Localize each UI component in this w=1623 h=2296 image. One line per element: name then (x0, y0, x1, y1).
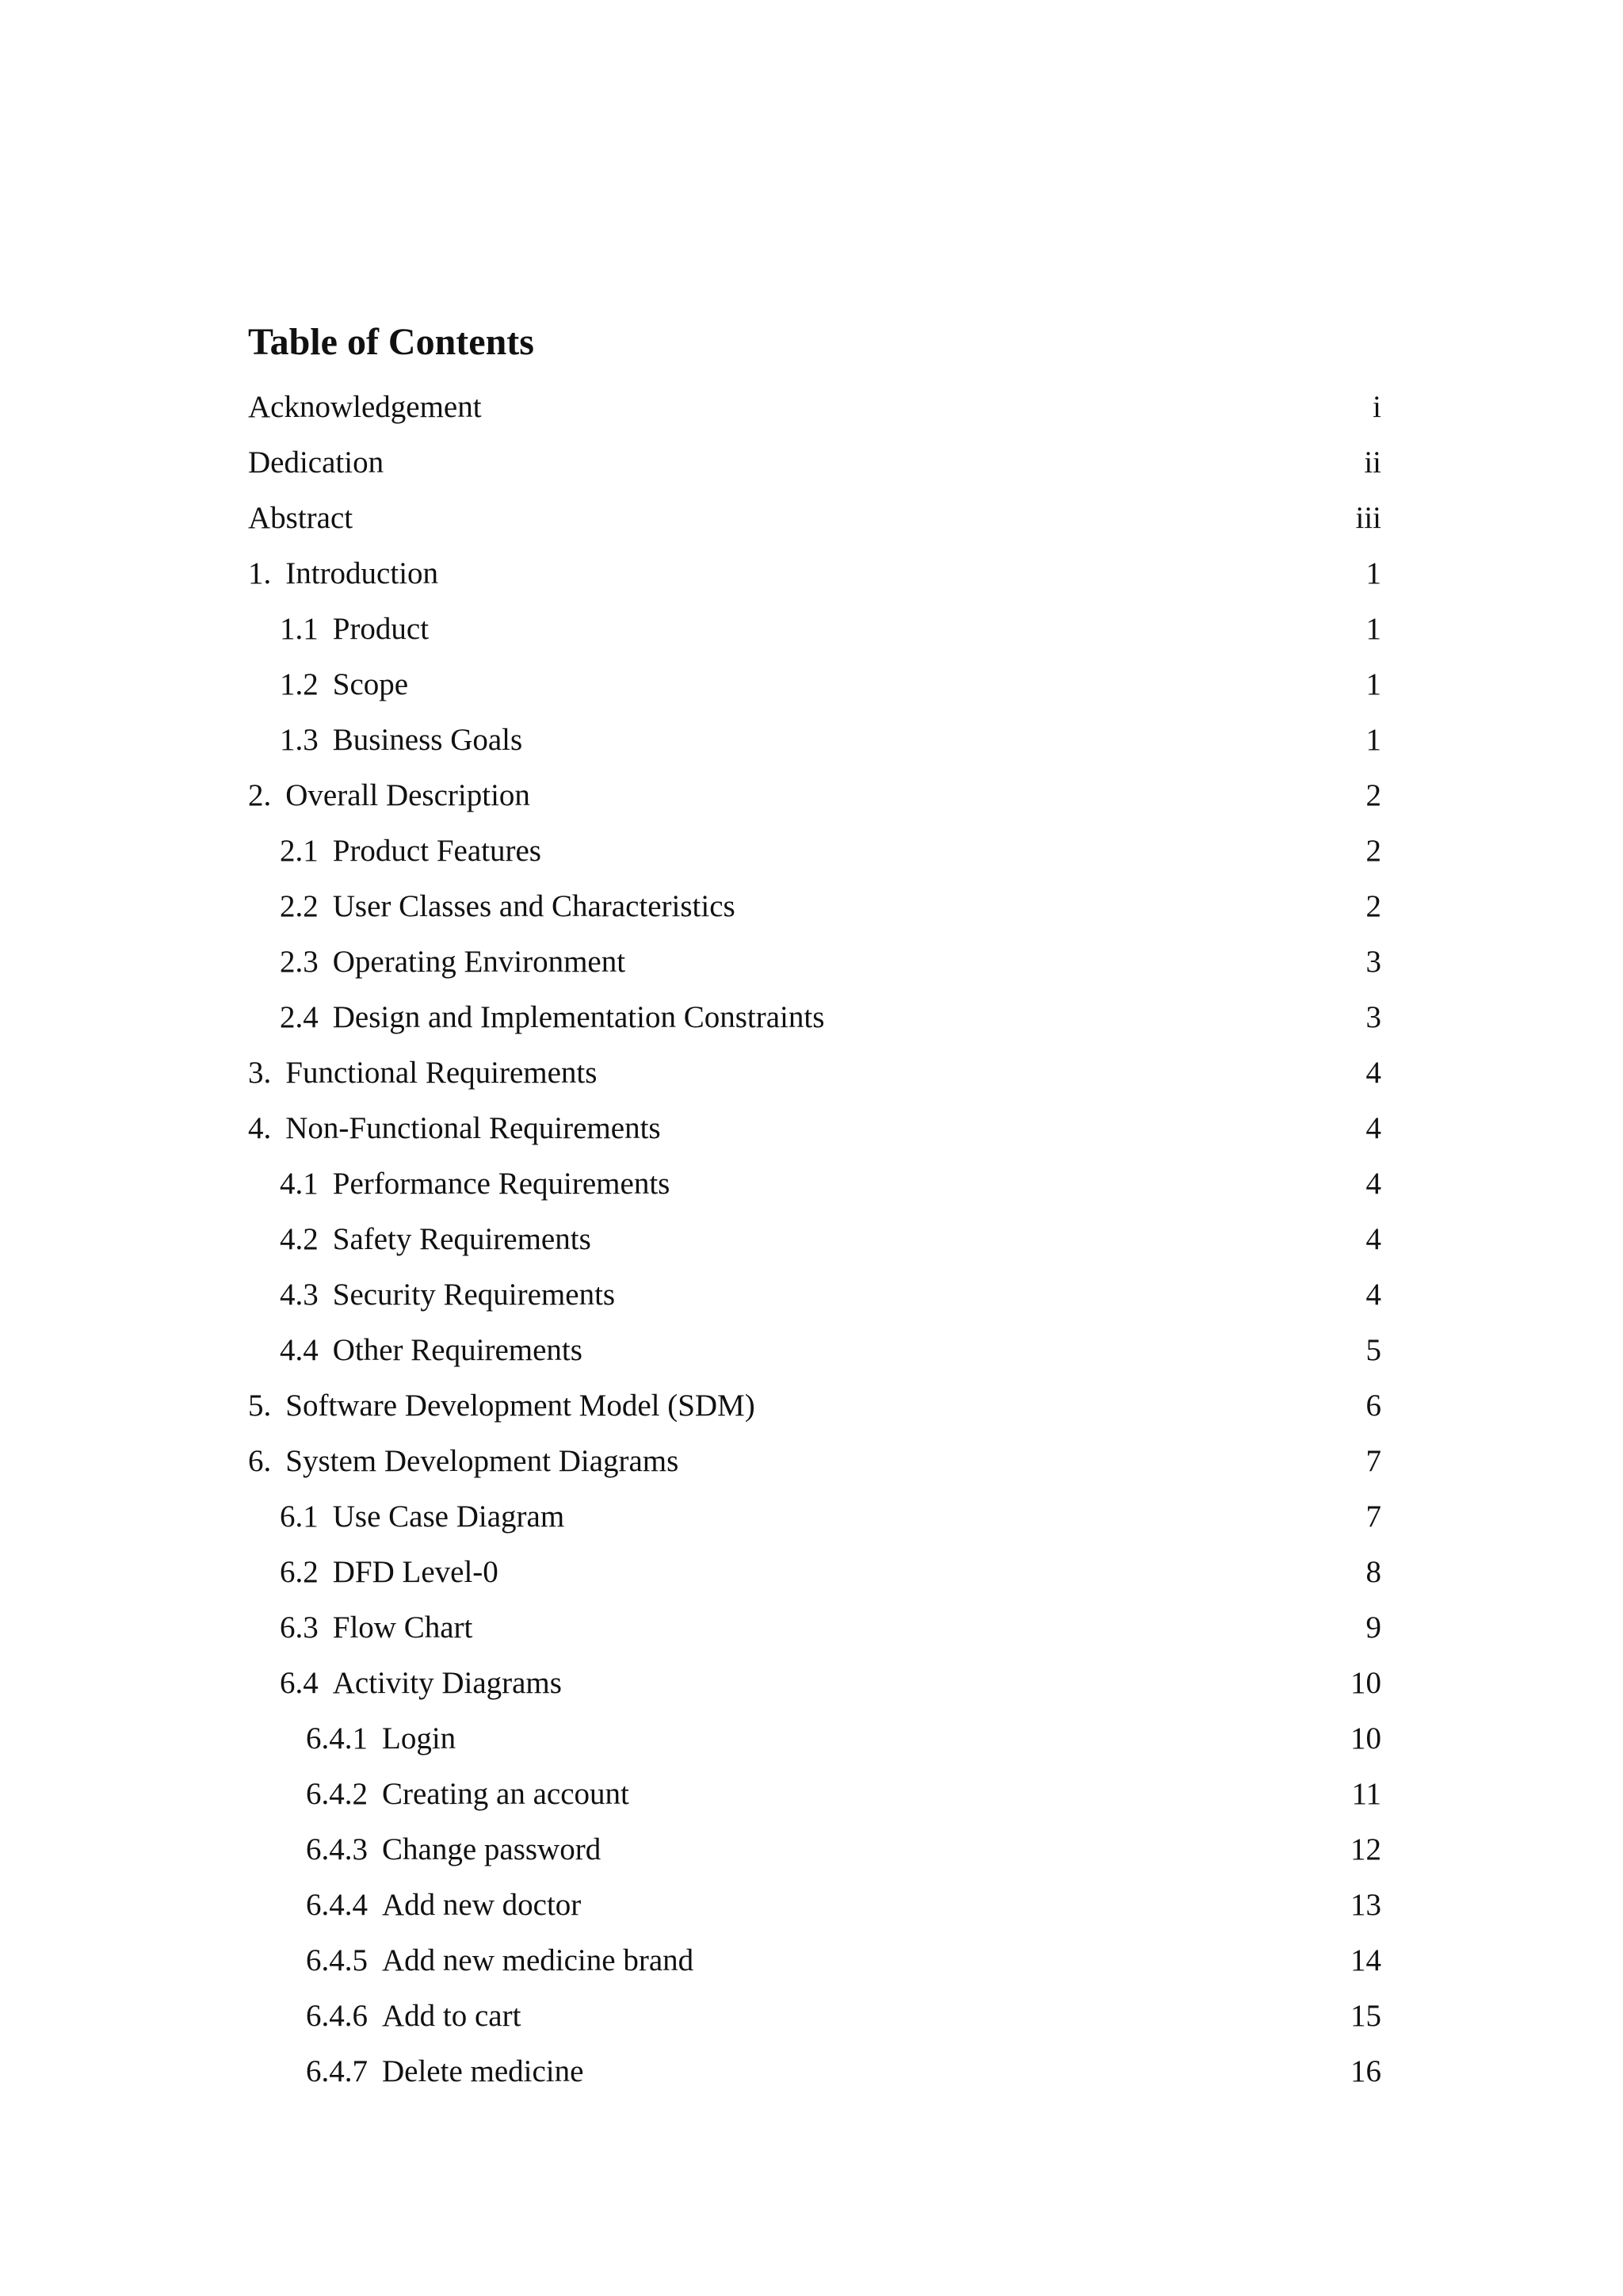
toc-entry-page-number: 4 (1365, 1056, 1381, 1090)
toc-entry-page-number: i (1373, 390, 1381, 424)
toc-entry-text (306, 1723, 456, 1754)
toc-entry-label: Functional Requirements (285, 1056, 598, 1090)
toc-entry-page-number: 1 (1365, 667, 1381, 701)
toc-entry-number: 6.4.7 (306, 2054, 368, 2088)
toc-entry-text (280, 835, 541, 866)
toc-entry-number: 6.2 (280, 1555, 319, 1589)
toc-entry-text (248, 780, 530, 811)
toc-entry (248, 607, 1381, 663)
toc-entry-number: 1. (248, 556, 272, 590)
toc-entry-label: User Classes and Characteristics (332, 889, 735, 923)
toc-entry-page-number: 8 (1365, 1555, 1381, 1589)
toc-entry-number: 2. (248, 778, 272, 812)
toc-entry-number: 2.1 (280, 834, 319, 868)
toc-entry (248, 2050, 1381, 2105)
toc-entry-page-number: 1 (1365, 723, 1381, 757)
toc-entry-label: Operating Environment (332, 945, 626, 979)
toc-entry-label: Change password (382, 1832, 601, 1866)
toc-entry-label: System Development Diagrams (285, 1444, 679, 1478)
toc-entry-page-number: 5 (1365, 1333, 1381, 1367)
toc-entry-number: 2.4 (280, 1000, 319, 1034)
toc-entry (248, 1162, 1381, 1217)
toc-entry-page-number: 4 (1365, 1222, 1381, 1256)
toc-entry-label: Add to cart (382, 1999, 521, 2033)
toc-entry-text (280, 1612, 472, 1643)
toc-entry-text (248, 558, 438, 589)
toc-entry (248, 1550, 1381, 1606)
toc-entry-text (280, 1168, 670, 1199)
toc-entry-page-number: 7 (1365, 1499, 1381, 1534)
toc-entry-label: Introduction (285, 556, 439, 590)
toc-entry-page-number: 9 (1365, 1610, 1381, 1645)
toc-entry (248, 441, 1381, 496)
toc-entry-page-number: 10 (1350, 1666, 1381, 1700)
toc-entry-page-number: iii (1355, 501, 1381, 535)
toc-entry (248, 884, 1381, 940)
toc-entry (248, 1661, 1381, 1717)
toc-entry-text (248, 1390, 755, 1421)
toc-entry (248, 774, 1381, 829)
toc-entry-number: 1.2 (280, 667, 319, 701)
toc-entry-label: Creating an account (382, 1777, 629, 1811)
toc-entry-number: 3. (248, 1056, 272, 1090)
toc-entry-page-number: 3 (1365, 1000, 1381, 1034)
toc-entry-page-number: 15 (1350, 1999, 1381, 2033)
toc-entry-number: 4. (248, 1111, 272, 1145)
toc-entry (248, 1328, 1381, 1384)
toc-entry (248, 663, 1381, 718)
toc-entry-page-number: 1 (1365, 556, 1381, 590)
toc-entry (248, 1606, 1381, 1661)
toc-entry (248, 1883, 1381, 1939)
toc-entry (248, 1994, 1381, 2050)
toc-entry-label: Non-Functional Requirements (285, 1111, 661, 1145)
toc-entry-label: Dedication (248, 445, 384, 479)
toc-entry-text (306, 1778, 629, 1809)
toc-entry-text (280, 613, 429, 644)
toc-entry-number: 5. (248, 1389, 272, 1423)
toc-entry (248, 552, 1381, 607)
toc-entry-text (306, 1945, 693, 1976)
page-title: Table of Contents (248, 321, 534, 363)
toc-entry-text (280, 1557, 498, 1587)
toc-entry-text (306, 2000, 521, 2031)
toc-entry-label: Product Features (332, 834, 541, 868)
toc-entry-text (280, 1224, 591, 1255)
toc-entry-label: Other Requirements (332, 1333, 582, 1367)
toc-entry-label: Add new doctor (382, 1888, 582, 1922)
toc-entry-label: DFD Level-0 (332, 1555, 498, 1589)
toc-entry-number: 2.2 (280, 889, 319, 923)
toc-entry-page-number: 2 (1365, 889, 1381, 923)
toc-entry (248, 718, 1381, 774)
toc-entry-number: 2.3 (280, 945, 319, 979)
toc-entry (248, 1772, 1381, 1828)
toc-entry-number: 1.3 (280, 723, 319, 757)
toc-entry-number: 6.4.3 (306, 1832, 368, 1866)
toc-entry (248, 1828, 1381, 1883)
toc-entry-label: Business Goals (332, 723, 523, 757)
toc-entry-page-number: 2 (1365, 778, 1381, 812)
toc-entry-text (280, 1002, 824, 1033)
toc-entry (248, 1051, 1381, 1106)
toc-entry-number: 6.4.4 (306, 1888, 368, 1922)
toc-entry-number: 4.2 (280, 1222, 319, 1256)
toc-entry-number: 6.4.5 (306, 1943, 368, 1977)
toc-entry-label: Design and Implementation Constraints (332, 1000, 825, 1034)
toc-entry-text (306, 2056, 583, 2087)
toc-entry-page-number: 4 (1365, 1278, 1381, 1312)
toc-entry-label: Performance Requirements (332, 1167, 670, 1201)
toc-entry-page-number: 2 (1365, 834, 1381, 868)
toc-entry-number: 1.1 (280, 612, 319, 646)
toc-entry-label: Security Requirements (332, 1278, 616, 1312)
toc-entry-number: 6.1 (280, 1499, 319, 1534)
toc-entry-page-number: 13 (1350, 1888, 1381, 1922)
toc-entry-label: Flow Chart (332, 1610, 473, 1645)
toc-entry (248, 1106, 1381, 1162)
toc-entry-label: Safety Requirements (332, 1222, 591, 1256)
toc-entry-label: Product (332, 612, 430, 646)
toc-entry-page-number: 4 (1365, 1111, 1381, 1145)
toc-entry-label: Add new medicine brand (382, 1943, 694, 1977)
toc-entry (248, 829, 1381, 884)
toc-entry (248, 1939, 1381, 1994)
toc-entry-number: 6.4.6 (306, 1999, 368, 2033)
toc-entry-label: Login (382, 1721, 456, 1755)
toc-entry-page-number: ii (1364, 445, 1381, 479)
toc-entry (248, 1384, 1381, 1439)
toc-entry-page-number: 3 (1365, 945, 1381, 979)
toc-entry-text (248, 1057, 597, 1088)
toc-entry (248, 940, 1381, 995)
toc-entry-label: Software Development Model (SDM) (285, 1389, 755, 1423)
toc-entry-label: Delete medicine (382, 2054, 584, 2088)
toc-entry-page-number: 10 (1350, 1721, 1381, 1755)
toc-entry-text (280, 946, 625, 977)
toc-entry-label: Scope (332, 667, 409, 701)
toc-entry-text (248, 447, 384, 478)
toc-entry-text (248, 392, 482, 422)
toc-entry-number: 6.4 (280, 1666, 319, 1700)
toc-entry (248, 995, 1381, 1051)
toc-entry-page-number: 16 (1350, 2054, 1381, 2088)
toc-entry-number: 4.1 (280, 1167, 319, 1201)
toc-entry-label: Overall Description (285, 778, 530, 812)
toc-entry-label: Use Case Diagram (332, 1499, 565, 1534)
toc-entry-text (248, 502, 353, 533)
toc-entry (248, 496, 1381, 552)
toc-entry-page-number: 12 (1350, 1832, 1381, 1866)
toc-entry-text (280, 1501, 564, 1532)
toc-entry-label: Activity Diagrams (332, 1666, 562, 1700)
toc-entry-number: 4.4 (280, 1333, 319, 1367)
toc-entry-number: 6. (248, 1444, 272, 1478)
toc-entry-number: 6.4.1 (306, 1721, 368, 1755)
toc-entry-text (306, 1889, 581, 1920)
toc-entry-text (280, 724, 522, 755)
toc-entry-number: 4.3 (280, 1278, 319, 1312)
toc-entry-label: Abstract (248, 501, 353, 535)
toc-entry-page-number: 6 (1365, 1389, 1381, 1423)
toc-entry-text (248, 1446, 678, 1477)
toc-entry (248, 1217, 1381, 1273)
toc-entry-label: Acknowledgement (248, 390, 482, 424)
toc-entry-text (248, 1113, 661, 1144)
toc-entry (248, 385, 1381, 441)
toc-entry-text (306, 1834, 601, 1865)
toc-entry (248, 1717, 1381, 1772)
toc-entry (248, 1273, 1381, 1328)
toc-entry-page-number: 4 (1365, 1167, 1381, 1201)
toc-entry (248, 1495, 1381, 1550)
toc-entry-text (280, 1668, 562, 1698)
toc-entry-page-number: 1 (1365, 612, 1381, 646)
toc-entry-text (280, 669, 408, 700)
toc-entry-text (280, 1279, 615, 1310)
toc-entry-number: 6.4.2 (306, 1777, 368, 1811)
toc-entry-page-number: 14 (1350, 1943, 1381, 1977)
toc-entry-number: 6.3 (280, 1610, 319, 1645)
toc-entry-page-number: 7 (1365, 1444, 1381, 1478)
toc-entry-text (280, 891, 735, 922)
toc-entry-text (280, 1335, 582, 1366)
toc-entry-page-number: 11 (1351, 1777, 1381, 1811)
toc-entry (248, 1439, 1381, 1495)
toc-list (248, 385, 1381, 2105)
